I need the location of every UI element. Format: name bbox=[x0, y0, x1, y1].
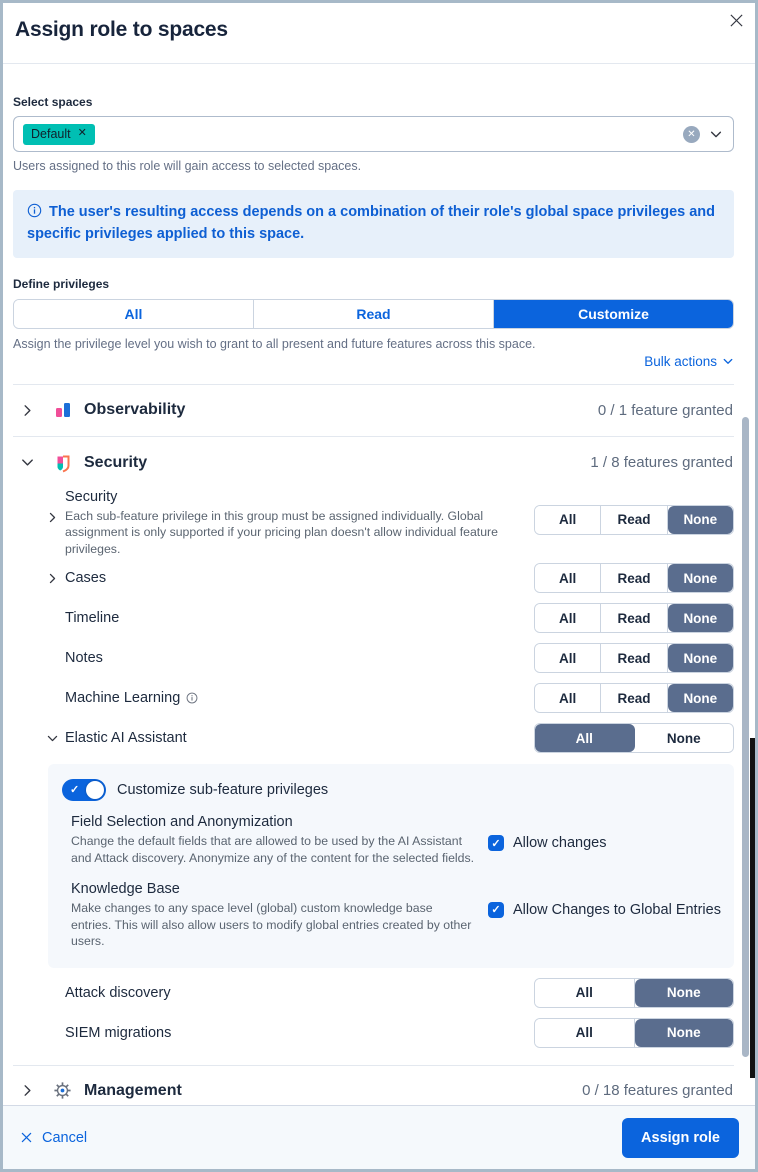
all-button[interactable]: All bbox=[535, 506, 601, 534]
all-button[interactable]: All bbox=[535, 684, 601, 712]
close-icon bbox=[20, 1131, 33, 1144]
callout-text: The user's resulting access depends on a combination of their role's global space privileges and specific privileges applied to this space. bbox=[27, 204, 716, 243]
category-name: Management bbox=[84, 1081, 182, 1099]
chevron-right-icon[interactable] bbox=[20, 1083, 36, 1098]
granted-count: 0 / 1 feature granted bbox=[597, 401, 733, 419]
all-button[interactable]: All bbox=[535, 1019, 635, 1047]
modal-body bbox=[3, 95, 755, 1117]
privilege-toggle-group bbox=[534, 1018, 734, 1048]
chevron-down-icon bbox=[722, 355, 734, 367]
window-scrollbar-thumb[interactable] bbox=[750, 738, 755, 1078]
chevron-down-icon[interactable] bbox=[709, 127, 723, 141]
subfeature-name: Field Selection and Anonymization bbox=[71, 814, 293, 831]
assign-role-button[interactable]: Assign role bbox=[622, 1118, 739, 1158]
granted-count: 0 / 18 features granted bbox=[582, 1082, 733, 1100]
subfeature-description: Change the default fields that are allowed to be used by the AI Assistant and Attack discovery. Anonymize any of the content for the selected fields. bbox=[71, 834, 475, 866]
privilege-toggle-group bbox=[534, 723, 734, 753]
category-observability[interactable] bbox=[13, 385, 734, 437]
category-name: Observability bbox=[84, 401, 186, 419]
all-button[interactable]: All bbox=[535, 979, 635, 1007]
modal-footer bbox=[3, 1105, 755, 1169]
info-callout bbox=[13, 190, 734, 258]
feature-row-security bbox=[46, 489, 734, 557]
badge-remove-icon[interactable]: ✕ bbox=[77, 127, 87, 139]
allow-global-entries-checkbox[interactable] bbox=[488, 902, 721, 918]
feature-row-machine-learning bbox=[46, 683, 734, 713]
observability-icon bbox=[53, 400, 73, 420]
feature-categories bbox=[13, 384, 734, 1117]
feature-row-elastic-ai-assistant bbox=[46, 723, 734, 753]
feature-label: Elastic AI Assistant bbox=[65, 730, 187, 747]
feature-label: Timeline bbox=[65, 610, 120, 627]
checkbox-label: Allow changes bbox=[513, 835, 607, 852]
gear-icon bbox=[53, 1081, 73, 1101]
info-icon bbox=[27, 203, 42, 218]
feature-row-siem-migrations bbox=[46, 1018, 734, 1048]
privilege-help-text: Assign the privilege level you wish to grant to all present and future features across this space. bbox=[13, 336, 536, 351]
feature-row-notes bbox=[46, 643, 734, 673]
privilege-customize-button[interactable]: Customize bbox=[494, 300, 733, 328]
none-button[interactable]: None bbox=[635, 979, 734, 1007]
all-button[interactable]: All bbox=[535, 604, 601, 632]
read-button[interactable]: Read bbox=[601, 684, 667, 712]
feature-description: Each sub-feature privilege in this group must be assigned individually. Global assignment is only supported if your pricing plan doesn't allow individual feature privileges. bbox=[65, 508, 498, 556]
security-shield-icon bbox=[53, 453, 73, 473]
none-button[interactable]: None bbox=[635, 1019, 734, 1047]
privilege-toggle-group bbox=[534, 603, 734, 633]
all-button[interactable]: All bbox=[535, 724, 635, 752]
spaces-help-text: Users assigned to this role will gain access to selected spaces. bbox=[13, 159, 362, 173]
read-button[interactable]: Read bbox=[601, 564, 667, 592]
toggle-label: Customize sub-feature privileges bbox=[117, 782, 329, 799]
privilege-all-button[interactable]: All bbox=[14, 300, 254, 328]
toggle-switch-on[interactable]: ✓ bbox=[62, 779, 106, 801]
feature-label: Attack discovery bbox=[65, 984, 171, 1001]
chevron-right-icon[interactable] bbox=[46, 511, 65, 524]
read-button[interactable]: Read bbox=[601, 604, 667, 632]
select-spaces-label: Select spaces bbox=[13, 95, 93, 109]
cancel-button[interactable] bbox=[20, 1130, 87, 1146]
feature-label: Security bbox=[65, 488, 118, 505]
none-button[interactable]: None bbox=[668, 564, 733, 592]
feature-label: Notes bbox=[65, 650, 103, 667]
page-title: Assign role to spaces bbox=[15, 18, 228, 41]
privilege-level-group bbox=[13, 299, 734, 329]
privilege-toggle-group bbox=[534, 978, 734, 1008]
feature-row-cases bbox=[46, 563, 734, 593]
feature-label: Machine Learning bbox=[65, 690, 181, 707]
subfeature-knowledge-base bbox=[71, 880, 721, 950]
chevron-right-icon[interactable] bbox=[20, 403, 36, 418]
chevron-down-icon[interactable] bbox=[46, 732, 65, 745]
info-icon[interactable] bbox=[186, 692, 198, 704]
sub-feature-panel bbox=[48, 764, 734, 968]
privilege-toggle-group bbox=[534, 563, 734, 593]
category-security[interactable] bbox=[13, 437, 734, 489]
spaces-combobox[interactable] bbox=[13, 116, 734, 152]
space-badge-label: Default bbox=[31, 126, 71, 141]
checkbox-checked-icon[interactable]: ✓ bbox=[488, 835, 504, 851]
chevron-right-icon[interactable] bbox=[46, 572, 65, 585]
space-badge[interactable] bbox=[23, 124, 95, 145]
read-button[interactable]: Read bbox=[601, 506, 667, 534]
chevron-down-icon[interactable] bbox=[20, 455, 36, 470]
none-button[interactable]: None bbox=[668, 506, 733, 534]
feature-label: SIEM migrations bbox=[65, 1024, 172, 1041]
checkbox-checked-icon[interactable]: ✓ bbox=[488, 902, 504, 918]
privilege-toggle-group bbox=[534, 683, 734, 713]
checkbox-label: Allow Changes to Global Entries bbox=[513, 901, 721, 918]
allow-changes-checkbox[interactable] bbox=[488, 835, 607, 851]
modal-header bbox=[3, 3, 755, 64]
category-name: Security bbox=[84, 453, 148, 471]
subfeature-field-selection bbox=[71, 814, 718, 866]
read-button[interactable]: Read bbox=[601, 644, 667, 672]
combobox-clear-icon[interactable]: ✕ bbox=[683, 126, 700, 143]
feature-row-attack-discovery bbox=[46, 978, 734, 1008]
define-privileges-label: Define privileges bbox=[13, 276, 110, 291]
subfeature-name: Knowledge Base bbox=[71, 880, 180, 897]
feature-label: Cases bbox=[65, 570, 107, 587]
feature-row-timeline bbox=[46, 603, 734, 633]
subfeature-description: Make changes to any space level (global) custom knowledge base entries. This will also allow users to modify global entries created by other users. bbox=[71, 900, 472, 949]
privilege-read-button[interactable]: Read bbox=[254, 300, 494, 328]
privilege-toggle-group bbox=[534, 643, 734, 673]
privilege-toggle-group bbox=[534, 505, 734, 535]
close-icon[interactable] bbox=[725, 9, 747, 31]
granted-count: 1 / 8 features granted bbox=[590, 454, 733, 472]
none-button[interactable]: None bbox=[668, 604, 733, 632]
security-feature-rows bbox=[46, 489, 734, 1048]
customize-subfeature-toggle[interactable] bbox=[62, 779, 718, 801]
inner-scrollbar-thumb[interactable] bbox=[742, 417, 749, 1057]
bulk-actions-label: Bulk actions bbox=[644, 353, 717, 369]
none-button[interactable]: None bbox=[668, 684, 733, 712]
none-button[interactable]: None bbox=[668, 644, 733, 672]
bulk-actions-link[interactable] bbox=[644, 354, 734, 369]
cancel-label: Cancel bbox=[42, 1129, 88, 1146]
none-button[interactable]: None bbox=[635, 724, 734, 752]
all-button[interactable]: All bbox=[535, 564, 601, 592]
all-button[interactable]: All bbox=[535, 644, 601, 672]
